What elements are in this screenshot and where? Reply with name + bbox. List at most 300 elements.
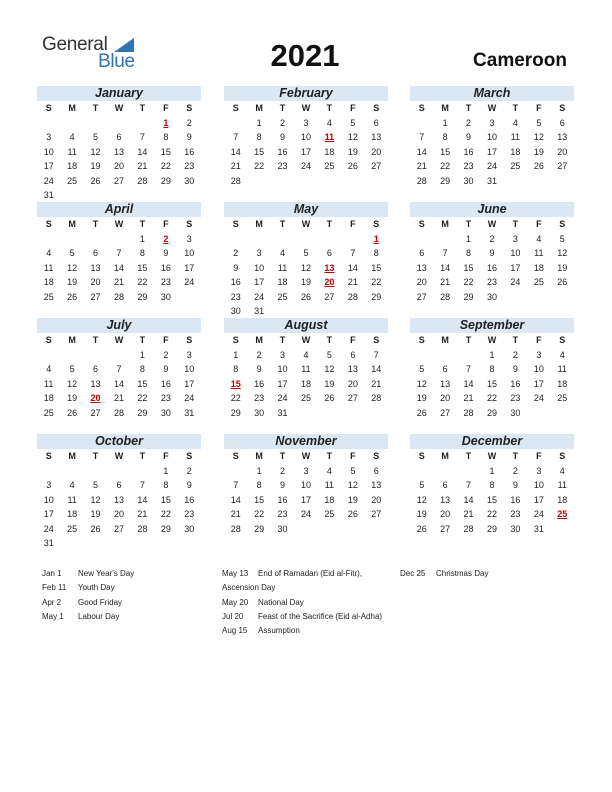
day-cell: 12 [557,248,568,258]
empty-day-cell [504,290,527,305]
empty-day-cell [154,188,177,203]
day-cell: 30 [160,407,171,418]
day-cell: 2 [186,465,192,476]
week-row [224,507,388,522]
day-cell: 15 [440,146,451,157]
day-cell: 7 [466,364,472,374]
day-cell: 16 [486,262,497,273]
day-cell: 17 [184,262,195,273]
empty-day-cell [410,116,433,131]
holiday-name: Christmas Day [436,569,489,578]
week-row [224,304,388,319]
week-row [410,290,574,305]
week-row [37,406,201,421]
day-cell: 9 [280,480,286,490]
logo-text-general: General [42,34,108,55]
day-cell: 24 [510,277,521,287]
day-cell: 27 [113,175,124,186]
weekday-label: F [536,103,542,113]
day-cell: 3 [536,349,542,360]
week-row [224,522,388,537]
day-cell: 11 [277,262,288,273]
weekday-label: W [487,451,497,461]
day-cell: 27 [557,161,568,171]
day-cell: 30 [277,523,288,534]
day-cell: 13 [90,378,101,389]
day-cell: 3 [186,349,192,360]
day-cell: 8 [489,480,495,490]
day-cell: 17 [300,494,311,505]
week-row [224,478,388,493]
weekday-label: S [559,451,566,461]
day-cell: 3 [536,465,542,476]
week-row [410,232,574,247]
day-cell: 25 [277,291,288,302]
day-cell: 27 [324,291,335,302]
empty-day-cell [37,116,60,131]
logo-text-blue: Blue [98,51,135,72]
holiday-date: May 20 [222,597,249,607]
day-cell: 9 [163,364,169,374]
day-cell: 17 [510,262,521,273]
day-cell: 26 [416,407,427,418]
weekday-label: W [487,335,497,345]
day-cell: 24 [486,161,497,171]
day-cell: 5 [536,117,542,128]
day-cell: 4 [280,248,286,258]
day-cell: 10 [254,262,265,273]
day-cell: 3 [512,233,518,244]
holiday-column [42,567,134,624]
weekday-label: M [441,219,449,229]
holiday-name: National Day [258,597,304,607]
month-header: June [410,202,574,217]
day-cell: 2 [233,248,239,258]
weekday-label: M [441,451,449,461]
week-row [37,145,201,160]
day-cell: 11 [557,480,567,490]
weekday-label: S [45,103,52,113]
day-cell: 24 [254,291,265,302]
day-cell: 24 [43,175,54,186]
holiday-column [400,567,488,581]
weekday-label: F [350,451,356,461]
week-row [410,507,574,522]
weekday-header-row [410,217,574,232]
holiday-day-cell: 11 [324,132,335,142]
empty-day-cell [365,406,388,421]
day-cell: 20 [113,161,124,171]
weekday-label: M [255,335,263,345]
weekday-label: M [441,335,449,345]
weekday-label: S [45,219,52,229]
day-cell: 5 [303,248,309,258]
day-cell: 22 [254,509,265,519]
day-cell: 30 [230,306,241,316]
day-cell: 19 [90,161,101,171]
day-cell: 31 [43,538,54,548]
day-cell: 8 [466,248,472,258]
weekday-label: T [279,103,286,113]
empty-day-cell [457,464,480,479]
weekday-label: T [326,335,333,345]
holiday-name: Ascension Day [222,583,276,593]
month-header: March [410,86,574,101]
empty-day-cell [410,348,433,363]
month-october [37,434,201,551]
day-cell: 5 [326,349,332,360]
day-cell: 11 [67,146,77,157]
holiday-date: May 13 [222,569,249,578]
day-cell: 15 [137,378,148,389]
day-cell: 31 [533,523,544,534]
day-cell: 29 [371,291,382,302]
week-row [37,290,201,305]
empty-day-cell [60,536,83,551]
day-cell: 9 [163,248,169,258]
empty-day-cell [433,348,456,363]
weekday-label: W [301,219,311,229]
month-may [224,202,388,319]
empty-day-cell [294,522,317,537]
weekday-label: S [45,335,52,345]
day-cell: 9 [489,248,495,258]
empty-day-cell [224,232,247,247]
weekday-label: S [559,219,566,229]
holiday-day-cell: 20 [324,277,335,287]
day-cell: 17 [254,277,265,287]
day-cell: 5 [419,364,425,374]
day-cell: 4 [326,117,332,128]
day-cell: 8 [442,132,448,142]
week-row [410,130,574,145]
day-cell: 2 [280,465,286,476]
day-cell: 13 [440,378,451,389]
week-row [410,348,574,363]
day-cell: 7 [116,248,122,258]
day-cell: 12 [347,132,358,142]
week-row [37,261,201,276]
weekday-label: T [139,219,146,229]
day-cell: 20 [557,146,568,157]
empty-day-cell [294,406,317,421]
day-cell: 9 [186,132,192,142]
day-cell: 11 [324,480,335,490]
day-cell: 20 [347,378,358,389]
day-cell: 30 [486,291,497,302]
empty-day-cell [365,304,388,319]
weekday-label: S [373,103,380,113]
day-cell: 1 [489,349,495,360]
holiday-name: End of Ramadan (Eid al-Fitr), [258,569,363,578]
day-cell: 9 [512,480,518,490]
day-cell: 24 [533,509,544,519]
holiday-item [222,624,382,638]
day-cell: 29 [463,291,474,302]
week-row [224,406,388,421]
day-cell: 25 [324,161,335,171]
day-cell: 15 [371,262,382,273]
empty-day-cell [60,464,83,479]
weekday-label: F [163,451,169,461]
day-cell: 28 [230,523,241,534]
day-cell: 29 [160,175,171,186]
day-cell: 4 [69,480,75,490]
weekday-label: S [232,451,239,461]
day-cell: 10 [533,364,544,374]
day-cell: 4 [69,132,75,142]
empty-day-cell [60,188,83,203]
month-header: April [37,202,201,217]
day-cell: 26 [300,291,311,302]
day-cell: 14 [416,146,427,157]
day-cell: 26 [416,523,427,534]
day-cell: 23 [510,393,521,403]
week-row [224,232,388,247]
day-cell: 22 [371,277,382,287]
day-cell: 26 [347,161,358,171]
day-cell: 19 [324,378,335,389]
empty-day-cell [294,304,317,319]
weekday-label: F [536,451,542,461]
day-cell: 10 [43,146,54,157]
day-cell: 19 [67,393,78,403]
day-cell: 20 [440,509,451,519]
empty-day-cell [37,348,60,363]
week-row [410,116,574,131]
day-cell: 17 [300,146,311,157]
day-cell: 30 [254,407,265,418]
day-cell: 6 [350,349,356,360]
day-cell: 17 [533,494,544,505]
day-cell: 23 [510,509,521,519]
day-cell: 13 [347,364,358,374]
empty-day-cell [107,348,130,363]
day-cell: 11 [557,364,567,374]
weekday-header-row [37,101,201,116]
empty-day-cell [224,116,247,131]
day-cell: 29 [440,175,451,186]
day-cell: 14 [230,146,241,157]
day-cell: 12 [416,494,427,505]
holiday-column [222,567,382,638]
week-row [410,522,574,537]
weekday-label: S [418,451,425,461]
empty-day-cell [131,116,154,131]
empty-day-cell [318,522,341,537]
week-row [37,362,201,377]
week-row [410,464,574,479]
day-cell: 14 [463,494,474,505]
day-cell: 7 [139,480,145,490]
day-cell: 8 [163,132,169,142]
day-cell: 27 [440,407,451,418]
day-cell: 2 [186,117,192,128]
day-cell: 29 [254,523,265,534]
empty-day-cell [60,116,83,131]
holiday-name: Good Friday [78,597,123,607]
day-cell: 1 [163,465,169,476]
week-row [224,391,388,406]
day-cell: 21 [137,509,148,519]
day-cell: 6 [373,117,379,128]
day-cell: 5 [350,117,356,128]
day-cell: 26 [324,393,335,403]
empty-day-cell [341,232,364,247]
day-cell: 21 [463,393,474,403]
holiday-item [222,581,382,595]
day-cell: 3 [303,117,309,128]
holiday-day-cell: 15 [230,378,241,389]
day-cell: 1 [466,233,472,244]
day-cell: 7 [233,132,239,142]
day-cell: 19 [347,494,358,505]
day-cell: 26 [347,509,358,519]
day-cell: 27 [371,509,382,519]
weekday-label: F [350,335,356,345]
holiday-day-cell: 2 [163,233,169,244]
weekday-label: F [536,219,542,229]
day-cell: 27 [440,523,451,534]
day-cell: 21 [416,161,427,171]
day-cell: 23 [184,509,195,519]
week-row [37,377,201,392]
weekday-header-row [410,101,574,116]
day-cell: 28 [137,523,148,534]
day-cell: 29 [137,407,148,418]
day-cell: 12 [416,378,427,389]
day-cell: 26 [90,523,101,534]
week-row [410,174,574,189]
day-cell: 12 [324,364,335,374]
day-cell: 23 [160,393,171,403]
weekday-label: T [512,103,519,113]
holiday-day-cell: 20 [90,393,101,403]
weekday-label: S [186,451,193,461]
weekday-header-row [410,333,574,348]
week-row [37,478,201,493]
day-cell: 25 [67,175,78,186]
day-cell: 13 [440,494,451,505]
day-cell: 6 [419,248,425,258]
empty-day-cell [84,188,107,203]
day-cell: 12 [533,132,544,142]
day-cell: 25 [324,509,335,519]
day-cell: 6 [442,480,448,490]
day-cell: 18 [510,146,521,157]
day-cell: 23 [160,277,171,287]
holiday-day-cell: 1 [163,117,169,128]
holiday-item [42,581,134,595]
day-cell: 19 [347,146,358,157]
day-cell: 31 [43,190,54,200]
holiday-date: Jan 1 [42,569,62,578]
empty-day-cell [84,232,107,247]
empty-day-cell [107,464,130,479]
weekday-label: T [512,335,519,345]
day-cell: 18 [324,494,335,505]
day-cell: 8 [163,480,169,490]
holiday-date: Dec 25 [400,569,426,578]
day-cell: 11 [510,132,521,142]
day-cell: 2 [256,349,262,360]
weekday-header-row [224,449,388,464]
holiday-day-cell: 13 [324,262,335,273]
holiday-item [42,610,134,624]
weekday-label: W [114,103,124,113]
day-cell: 29 [230,407,241,418]
day-cell: 4 [303,349,309,360]
day-cell: 14 [230,494,241,505]
empty-day-cell [84,536,107,551]
day-cell: 26 [67,291,78,302]
empty-day-cell [271,304,294,319]
day-cell: 22 [160,509,171,519]
day-cell: 14 [113,378,124,389]
day-cell: 27 [90,407,101,418]
day-cell: 10 [43,494,54,505]
week-row [37,507,201,522]
week-row [410,406,574,421]
weekday-label: T [465,219,472,229]
empty-day-cell [410,232,433,247]
day-cell: 14 [137,146,148,157]
holiday-item [222,596,382,610]
day-cell: 21 [440,277,451,287]
week-row [224,377,388,392]
day-cell: 10 [277,364,288,374]
day-cell: 21 [463,509,474,519]
empty-day-cell [527,406,550,421]
day-cell: 28 [113,291,124,302]
weekday-label: T [326,103,333,113]
day-cell: 5 [93,132,99,142]
day-cell: 21 [137,161,148,171]
empty-day-cell [154,536,177,551]
day-cell: 10 [510,248,521,258]
day-cell: 18 [67,509,78,519]
day-cell: 7 [373,349,379,360]
weekday-header-row [410,449,574,464]
day-cell: 6 [326,248,332,258]
day-cell: 22 [486,509,497,519]
weekday-label: T [465,451,472,461]
day-cell: 18 [324,146,335,157]
day-cell: 16 [160,262,171,273]
day-cell: 18 [67,161,78,171]
week-row [37,232,201,247]
day-cell: 14 [113,262,124,273]
day-cell: 6 [116,480,122,490]
holiday-name: Feast of the Sacrifice (Eid al-Adha) [258,611,383,621]
day-cell: 24 [300,161,311,171]
holiday-day-cell: 25 [557,509,568,519]
holiday-item [222,610,382,624]
week-row [37,493,201,508]
day-cell: 11 [44,262,54,273]
day-cell: 13 [371,480,382,490]
week-row [224,290,388,305]
weekday-label: S [186,103,193,113]
weekday-label: T [92,451,99,461]
day-cell: 4 [536,233,542,244]
empty-day-cell [271,174,294,189]
week-row [37,159,201,174]
day-cell: 21 [347,277,358,287]
day-cell: 21 [113,277,124,287]
day-cell: 19 [416,509,427,519]
weekday-label: T [139,451,146,461]
